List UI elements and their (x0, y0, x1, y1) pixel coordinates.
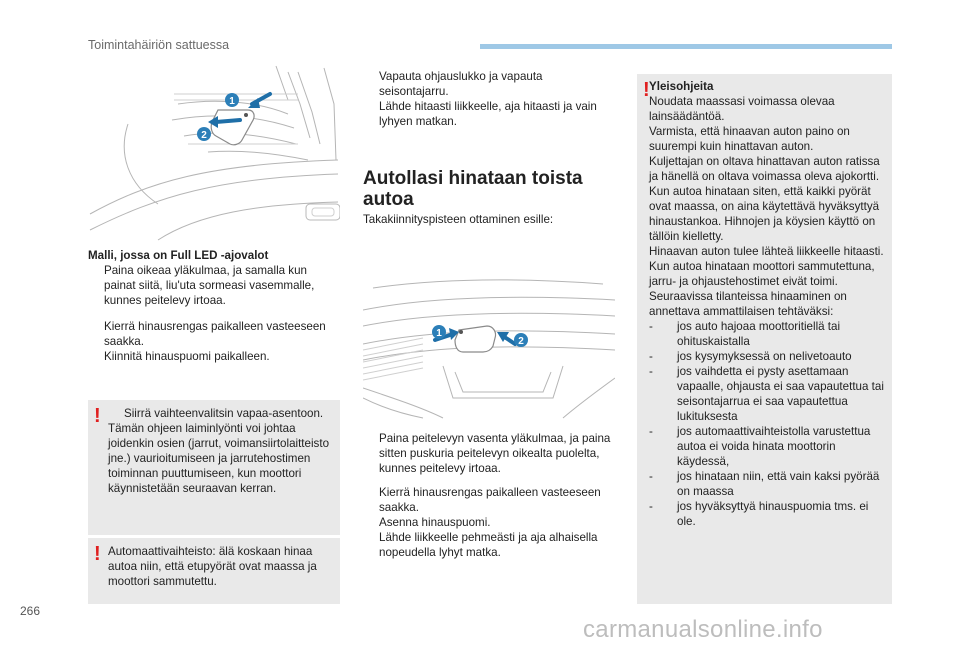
list-item: Paina peitelevyn vasenta yläkulmaa, ja paina sitten puskuria peitelevyn oikealta puolelta, kunnes peitelevy irtoaa. (379, 432, 611, 475)
warning-box-gear (88, 400, 340, 535)
list-item: Lähde liikkeelle pehmeästi ja aja alhaisella nopeudella lyhyt matka. (379, 531, 598, 559)
list-item: Kierrä hinausrengas paikalleen vasteeseen saakka. (379, 486, 601, 514)
model-title: Malli, jossa on Full LED -ajovalot (88, 249, 269, 262)
paragraph: Kuljettajan on oltava hinattavan auton ratissa ja hänellä on oltava voimassa oleva ajokortti. (649, 155, 880, 183)
paragraph: Varmista, että hinaavan auton paino on suurempi kuin hinattavan auton. (649, 125, 850, 153)
list-item: Lähde hitaasti liikkeelle, aja hitaasti ja vain lyhyen matkan. (379, 100, 597, 128)
list-item: Asenna hinauspuomi. (379, 516, 491, 529)
general-title: Yleisohjeita (649, 80, 714, 93)
list-item: - jos vaihdetta ei pysty asettamaan vapaalle, ohjausta ei saa vapautettua tai seisontajarrua ei saa vapautettua lukituksesta (649, 365, 884, 423)
list-item: - jos hinataan niin, että vain kaksi pyörää on maassa (649, 470, 880, 498)
list-item: Kierrä hinausrengas paikalleen vasteeseen saakka. (104, 320, 326, 348)
list-item: Vapauta ohjauslukko ja vapauta seisontajarru. (379, 70, 543, 98)
figure1-callout-2: 2 (201, 130, 207, 141)
list-item: - jos hyväksyttyä hinauspuomia tms. ei ole. (649, 500, 869, 528)
section-header: Toimintahäiriön sattuessa (88, 38, 230, 52)
rear-bumper-figure (363, 248, 615, 420)
watermark: carmanualsonline.info (583, 616, 823, 643)
figure2-callout-1: 1 (436, 328, 442, 339)
warning-icon: ! (94, 405, 101, 427)
warning-text: Tämän ohjeen laiminlyönti voi johtaa joidenkin osien (jarrut, voimansiirtolaitteisto jne.) vaurioitumiseen ja jarrutehostimen toiminnan puuttumiseen, kun moottori käynnistetään seuraavan kerran. (108, 422, 330, 495)
list-item: - jos automaattivaihteistolla varustettua autoa ei voida hinata moottorin käydessä, (649, 425, 871, 468)
list-item: Kiinnitä hinauspuomi paikalleen. (104, 350, 270, 363)
list-item: Siirrä vaihteenvalitsin vapaa-asentoon. (124, 407, 324, 420)
list-item: - jos auto hajoaa moottoritiellä tai ohituskaistalla (649, 320, 841, 348)
warning-text: Automaattivaihteisto: älä koskaan hinaa autoa niin, että etupyörät ovat maassa ja moottori sammutettu. (108, 545, 317, 588)
paragraph: Kun autoa hinataan moottori sammutettuna, jarru- ja ohjaustehostimet eivät toimi. (649, 260, 875, 288)
list-item: - jos kysymyksessä on nelivetoauto (649, 350, 852, 363)
intro-text: Takakiinnityspisteen ottaminen esille: (363, 213, 554, 226)
warning-icon: ! (643, 79, 650, 101)
page-number: 266 (20, 604, 41, 618)
list-item: Paina oikeaa yläkulmaa, ja samalla kun painat siitä, liu'uta sormeasi vasemmalle, kunnes peitelevy irtoaa. (104, 264, 315, 307)
section-heading: Autollasi hinataan toista autoa (363, 168, 583, 210)
general-instructions-box (637, 74, 892, 604)
warning-box-automatic (88, 538, 340, 604)
figure1-callout-1: 1 (229, 96, 235, 107)
front-bumper-figure (88, 64, 340, 242)
paragraph: Seuraavissa tilanteissa hinaaminen on annettava ammattilaisen tehtäväksi: (649, 290, 847, 318)
warning-icon: ! (94, 543, 101, 565)
header-accent-bar (480, 44, 892, 49)
paragraph: Hinaavan auton tulee lähteä liikkeelle hitaasti. (649, 245, 884, 258)
paragraph: Noudata maassasi voimassa olevaa lainsäädäntöä. (649, 95, 835, 123)
paragraph: Kun autoa hinataan siten, että kaikki pyörät ovat maassa, on aina käytettävä hyväksyttyä hinaustankoa. Hihnojen ja köysien käyttö on tällöin kielletty. (649, 185, 880, 243)
figure2-callout-2: 2 (518, 336, 524, 347)
